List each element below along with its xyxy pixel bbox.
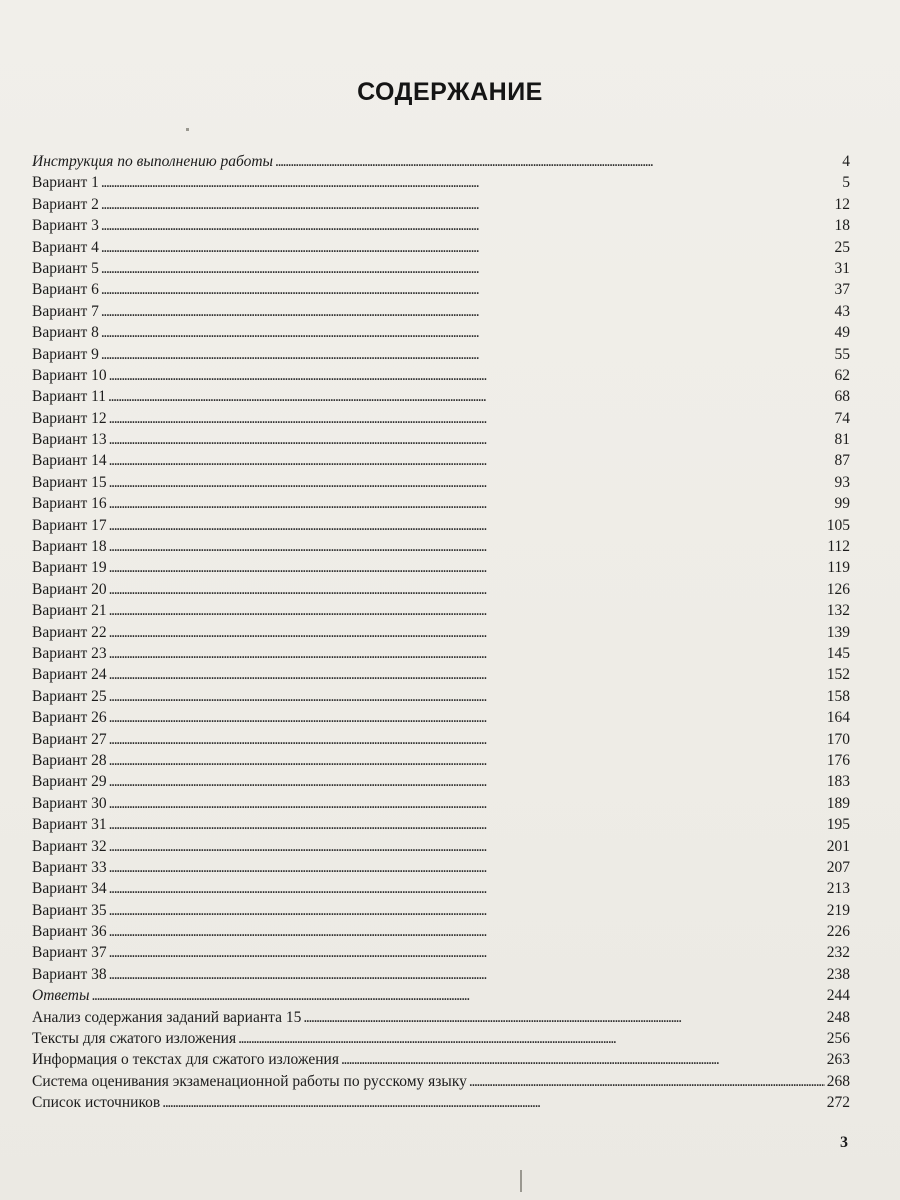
toc-entry-page: 4 [842,153,850,170]
toc-entry [32,643,850,664]
toc-dot-leader [109,600,825,621]
toc-entry-page: 74 [834,409,850,427]
table-of-contents [32,151,850,1114]
toc-entry-label: Вариант 28 [32,751,107,769]
toc-entry-label: Информация о текстах для сжатого изложения [32,1051,339,1069]
toc-entry [32,857,850,878]
toc-dot-leader [109,450,833,471]
toc-entry-page: 248 [826,1008,850,1026]
toc-dot-leader [109,964,825,985]
toc-entry-page: 207 [826,858,850,876]
toc-entry-page: 81 [834,431,850,449]
toc-dot-leader [109,622,825,643]
toc-dot-leader [109,472,833,493]
toc-entry-label: Вариант 8 [32,324,99,342]
toc-entry [32,151,850,172]
toc-entry-label: Вариант 14 [32,452,107,470]
toc-dot-leader [238,1028,825,1049]
toc-entry-page: 5 [842,174,850,192]
toc-entry-page: 126 [826,580,850,598]
toc-dot-leader [341,1049,825,1070]
toc-dot-leader [109,707,825,728]
toc-entry-page: 105 [826,516,850,534]
toc-entry [32,237,850,258]
toc-dot-leader [109,921,825,942]
toc-entry-label: Список источников [32,1094,161,1112]
toc-dot-leader [101,237,833,258]
toc-dot-leader [109,900,825,921]
toc-entry-page: 232 [826,944,850,962]
toc-entry-label: Вариант 3 [32,217,99,235]
toc-entry [32,557,850,578]
toc-entry-label: Тексты для сжатого изложения [32,1030,237,1048]
toc-entry-page: 219 [826,901,850,919]
toc-dot-leader [101,301,833,322]
toc-entry-label: Вариант 31 [32,816,107,834]
toc-entry-page: 183 [826,773,850,791]
toc-entry [32,985,850,1006]
toc-entry-page: 112 [827,538,850,556]
toc-dot-leader [91,985,824,1006]
toc-entry [32,793,850,814]
toc-entry-label: Вариант 36 [32,923,107,941]
toc-dot-leader [101,194,833,215]
toc-entry-page: 43 [834,302,850,320]
toc-entry [32,1092,850,1113]
toc-entry-page: 189 [826,794,850,812]
toc-entry [32,900,850,921]
toc-entry-label: Вариант 18 [32,538,107,556]
toc-entry [32,814,850,835]
toc-entry-label: Вариант 34 [32,880,107,898]
toc-dot-leader [303,1007,824,1028]
page-number: 3 [840,1134,848,1151]
toc-entry-label: Вариант 7 [32,302,99,320]
toc-dot-leader [109,771,825,792]
toc-dot-leader [109,878,825,899]
toc-entry-page: 55 [834,345,850,363]
toc-entry-page: 31 [834,259,850,277]
toc-entry-label: Вариант 38 [32,965,107,983]
toc-entry-label: Вариант 2 [32,195,99,213]
print-mark [186,128,189,131]
toc-entry [32,1028,850,1049]
toc-dot-leader [275,151,840,172]
toc-dot-leader [101,279,833,300]
toc-entry-label: Вариант 4 [32,238,99,256]
toc-entry-page: 170 [826,730,850,748]
toc-entry-label: Вариант 16 [32,495,107,513]
toc-entry-page: 152 [826,666,850,684]
toc-entry [32,836,850,857]
toc-entry [32,622,850,643]
page-title: СОДЕРЖАНИЕ [357,78,543,106]
toc-entry [32,579,850,600]
toc-entry-label: Вариант 27 [32,730,107,748]
toc-entry-label: Вариант 29 [32,773,107,791]
toc-entry [32,921,850,942]
toc-dot-leader [109,365,833,386]
toc-entry [32,386,850,407]
toc-entry-page: 195 [826,816,850,834]
toc-entry-page: 272 [826,1094,850,1112]
toc-entry [32,450,850,471]
toc-entry-label: Вариант 6 [32,281,99,299]
toc-dot-leader [109,536,826,557]
toc-entry-page: 139 [826,623,850,641]
toc-entry-page: 238 [826,965,850,983]
toc-entry [32,664,850,685]
toc-entry-label: Вариант 35 [32,901,107,919]
toc-entry-page: 164 [826,709,850,727]
toc-dot-leader [109,686,825,707]
toc-entry-page: 176 [826,751,850,769]
toc-dot-leader [109,836,825,857]
toc-entry-label: Вариант 17 [32,516,107,534]
toc-entry [32,536,850,557]
toc-entry-page: 244 [826,987,850,1005]
toc-entry-page: 201 [826,837,850,855]
toc-entry [32,707,850,728]
toc-dot-leader [109,729,825,750]
toc-entry [32,1049,850,1070]
toc-entry-label: Вариант 10 [32,366,107,384]
toc-entry-page: 68 [834,388,850,406]
toc-entry-label: Вариант 19 [32,559,107,577]
toc-entry-label: Система оценивания экзаменационной работы по русскому языку [32,1072,467,1090]
toc-entry [32,600,850,621]
toc-entry [32,1071,850,1092]
toc-entry [32,344,850,365]
toc-entry-page: 18 [834,217,850,235]
toc-entry-page: 25 [834,238,850,256]
toc-entry [32,686,850,707]
toc-entry-page: 49 [834,324,850,342]
toc-entry-label: Вариант 37 [32,944,107,962]
toc-dot-leader [101,322,833,343]
toc-entry-page: 12 [834,195,850,213]
toc-dot-leader [109,857,825,878]
toc-entry-label: Вариант 1 [32,174,99,192]
toc-dot-leader [101,344,833,365]
toc-entry-page: 99 [834,495,850,513]
toc-entry-label: Ответы [32,987,90,1005]
toc-entry [32,771,850,792]
toc-entry-label: Вариант 23 [32,644,107,662]
toc-dot-leader [109,515,825,536]
toc-dot-leader [101,258,833,279]
toc-entry [32,194,850,215]
toc-dot-leader [109,579,825,600]
toc-entry-page: 87 [834,452,850,470]
toc-entry-label: Вариант 5 [32,259,99,277]
toc-entry-label: Вариант 30 [32,794,107,812]
toc-entry [32,493,850,514]
toc-dot-leader [109,750,825,771]
toc-entry-page: 119 [827,559,850,577]
toc-entry-label: Инструкция по выполнению работы [32,153,274,170]
toc-entry-page: 263 [826,1051,850,1069]
toc-dot-leader [101,172,840,193]
toc-entry [32,408,850,429]
toc-entry [32,942,850,963]
toc-dot-leader [109,493,833,514]
toc-entry [32,878,850,899]
toc-dot-leader [162,1092,824,1113]
toc-entry [32,472,850,493]
toc-entry-label: Вариант 26 [32,709,107,727]
toc-dot-leader [109,793,825,814]
toc-dot-leader [109,814,825,835]
toc-entry [32,729,850,750]
toc-entry-page: 158 [826,687,850,705]
toc-dot-leader [101,215,833,236]
toc-entry [32,172,850,193]
toc-entry [32,301,850,322]
toc-dot-leader [109,942,825,963]
toc-entry [32,429,850,450]
toc-dot-leader [108,386,832,407]
toc-entry-page: 132 [826,602,850,620]
toc-entry [32,515,850,536]
toc-entry-page: 268 [826,1072,850,1090]
toc-entry-page: 37 [834,281,850,299]
toc-entry [32,750,850,771]
toc-dot-leader [109,408,833,429]
toc-entry-page: 213 [826,880,850,898]
toc-entry [32,215,850,236]
toc-entry-label: Вариант 25 [32,687,107,705]
toc-dot-leader [109,643,825,664]
toc-entry-label: Вариант 21 [32,602,107,620]
toc-dot-leader [469,1071,825,1092]
toc-entry [32,1007,850,1028]
toc-entry-page: 226 [826,923,850,941]
toc-entry-label: Вариант 13 [32,431,107,449]
toc-entry [32,964,850,985]
toc-entry [32,322,850,343]
toc-entry-label: Вариант 32 [32,837,107,855]
toc-entry-label: Вариант 22 [32,623,107,641]
toc-entry-label: Анализ содержания заданий варианта 15 [32,1008,302,1026]
toc-entry-page: 62 [834,366,850,384]
toc-entry-label: Вариант 11 [32,388,107,406]
toc-entry-label: Вариант 20 [32,580,107,598]
toc-entry-label: Вариант 15 [32,473,107,491]
toc-entry [32,279,850,300]
toc-entry-page: 93 [834,473,850,491]
toc-entry-page: 256 [826,1030,850,1048]
toc-dot-leader [109,429,833,450]
toc-dot-leader [109,557,826,578]
toc-dot-leader [109,664,825,685]
toc-entry-label: Вариант 24 [32,666,107,684]
toc-entry-label: Вариант 12 [32,409,107,427]
toc-entry-label: Вариант 33 [32,858,107,876]
print-mark [520,1170,522,1192]
toc-entry-label: Вариант 9 [32,345,99,363]
toc-entry [32,258,850,279]
toc-entry [32,365,850,386]
toc-entry-page: 145 [826,644,850,662]
